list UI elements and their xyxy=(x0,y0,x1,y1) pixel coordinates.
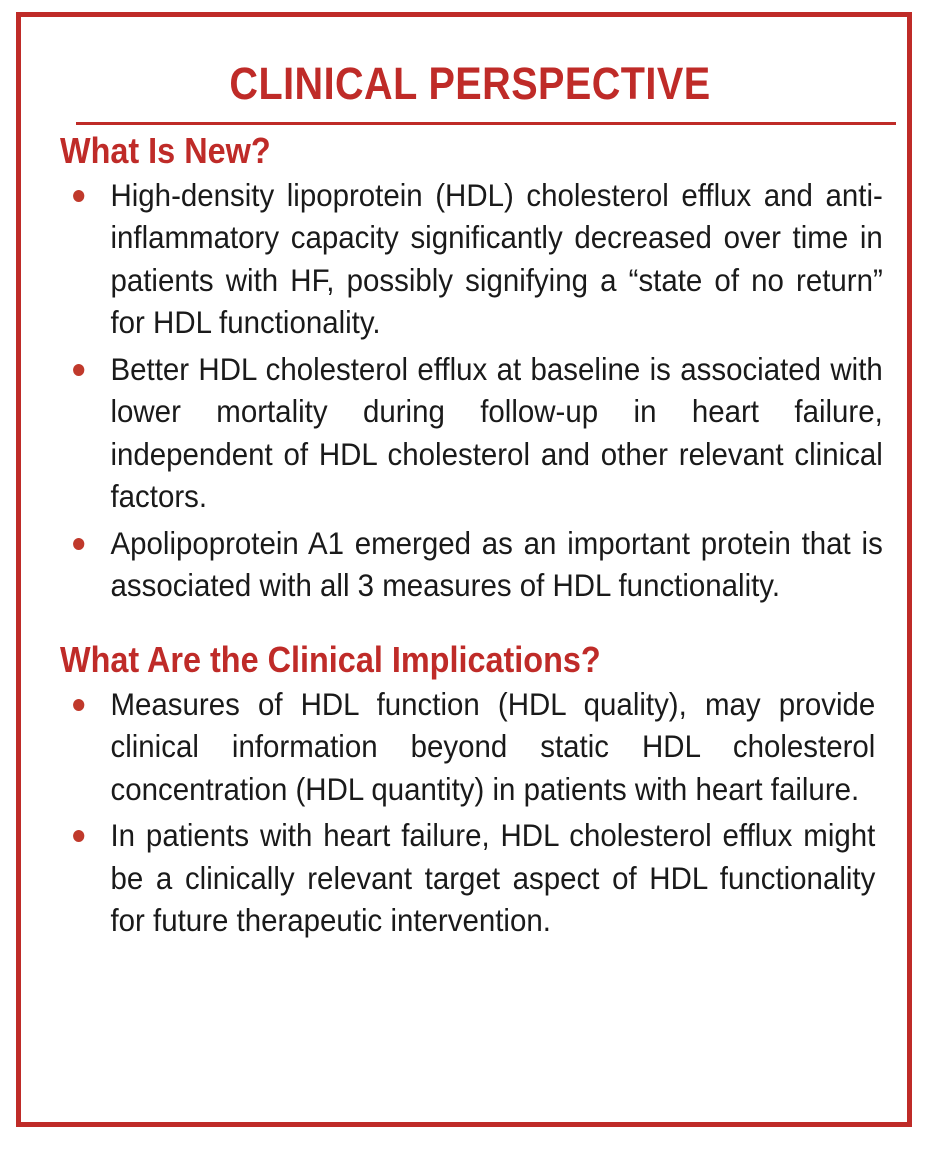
list-item xyxy=(60,348,883,518)
section-heading-what-is-new: What Is New? xyxy=(60,130,271,171)
section-clinical-implications xyxy=(60,638,880,942)
list-item-text: Apolipoprotein A1 emerged as an important protein that is associated with all 3 measures of HDL functionality. xyxy=(110,524,883,604)
bullet-list-what-is-new xyxy=(60,174,930,607)
box-content xyxy=(60,17,883,1122)
bullet-list-clinical-implications xyxy=(60,683,930,942)
page-title: CLINICAL PERSPECTIVE xyxy=(229,58,711,109)
bullet-dot-icon xyxy=(73,830,84,842)
section-heading-clinical-implications: What Are the Clinical Implications? xyxy=(60,638,601,680)
list-item xyxy=(60,522,883,607)
bullet-dot-icon xyxy=(73,190,84,202)
clinical-perspective-box xyxy=(16,12,912,1127)
list-item-text: High-density lipoprotein (HDL) cholesterol efflux and anti-inflammatory capacity significantly decreased over time in patients with HF, possibly signifying a “state of no return” for HDL functionality. xyxy=(110,176,883,341)
list-item-text: Measures of HDL function (HDL quality), may provide clinical information beyond static HDL cholesterol concentration (HDL quantity) in patients with heart failure. xyxy=(110,685,876,807)
section-what-is-new xyxy=(60,106,883,607)
bullet-dot-icon xyxy=(73,699,84,711)
list-item xyxy=(60,174,883,344)
list-item xyxy=(60,683,875,811)
bullet-dot-icon xyxy=(73,538,84,550)
list-item xyxy=(60,814,875,942)
list-item-text: Better HDL cholesterol efflux at baseline is associated with lower mortality during follow-up in heart failure, independent of HDL cholesterol and other relevant clinical factors. xyxy=(110,350,883,515)
bullet-dot-icon xyxy=(73,364,84,376)
list-item-text: In patients with heart failure, HDL cholesterol efflux might be a clinically relevant target aspect of HDL functionality for future therapeutic intervention. xyxy=(110,817,876,939)
